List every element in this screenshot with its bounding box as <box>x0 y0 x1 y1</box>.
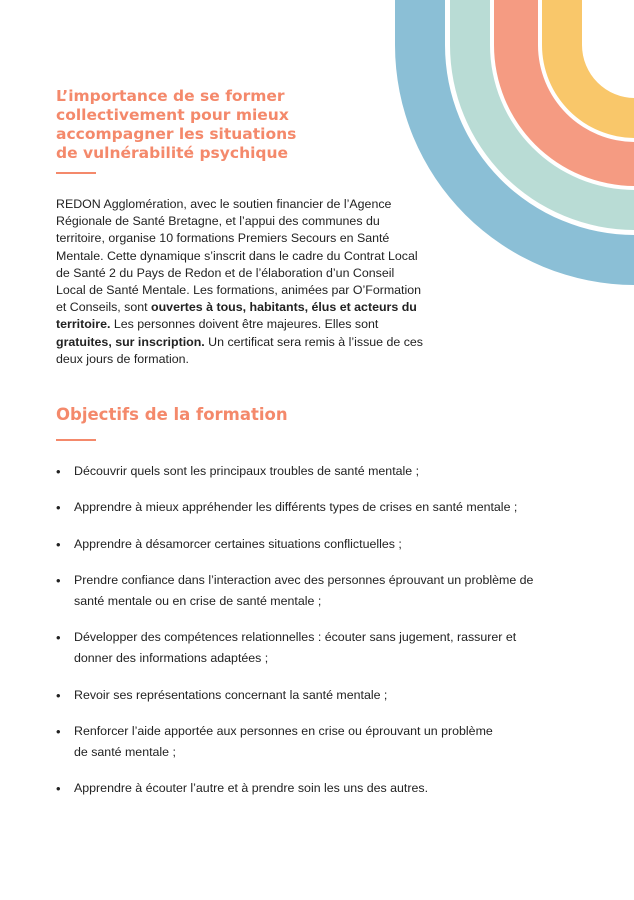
list-item <box>56 685 556 706</box>
list-item-text: Revoir ses représentations concernant la santé mentale ; <box>74 688 388 702</box>
bullet-icon: • <box>56 500 61 515</box>
bullet-icon: • <box>56 537 61 552</box>
list-item <box>56 778 556 799</box>
intro-text: Un certificat sera remis à l’issue de ces deux jours de formation. <box>56 334 424 366</box>
page-title <box>56 87 386 163</box>
intro-text: REDON Agglomération, avec le soutien financier de l’Agence Régionale de Santé Bretagne, et l’appui des communes du territoire, organise 10 formations Premiers Secours en Santé Mentale. Cette dynamique s’inscrit dans le cadre du Contrat Local de Santé 2 du Pays de Redon et de l’élaboration d’un Conseil Local de Santé Mentale. Les formations, animées par O’Formation et Conseils, sont <box>56 197 422 315</box>
intro-bold-text: ouvertes à tous, habitants, élus et acteurs du territoire. <box>56 300 417 332</box>
objectives-heading: Objectifs de la formation <box>56 405 288 424</box>
title-line: L’importance de se former <box>56 87 285 105</box>
list-item-text: Apprendre à désamorcer certaines situations conflictuelles ; <box>74 537 402 551</box>
objectives-underline <box>56 439 96 441</box>
bullet-icon: • <box>56 688 61 703</box>
title-line: de vulnérabilité psychique <box>56 144 289 162</box>
intro-text: Les personnes doivent être majeures. Elles sont <box>110 317 379 332</box>
title-underline <box>56 172 96 174</box>
list-item <box>56 461 556 482</box>
list-item <box>56 721 506 763</box>
list-item <box>56 627 536 669</box>
list-item-text: Prendre confiance dans l’interaction avec des personnes éprouvant un problème de santé mentale ou en crise de santé mentale ; <box>74 573 534 608</box>
rainbow-arcs-decoration <box>395 0 634 290</box>
list-item <box>56 497 556 518</box>
list-item-text: Développer des compétences relationnelles : écouter sans jugement, rassurer et donner des informations adaptées ; <box>74 630 517 665</box>
bullet-icon: • <box>56 464 61 479</box>
intro-paragraph <box>56 196 426 368</box>
list-item-text: Renforcer l’aide apportée aux personnes en crise ou éprouvant un problème de santé mentale ; <box>74 724 493 759</box>
title-line: collectivement pour mieux <box>56 106 289 124</box>
bullet-icon: • <box>56 630 61 645</box>
bullet-icon: • <box>56 573 61 588</box>
bullet-icon: • <box>56 724 61 739</box>
list-item-text: Apprendre à écouter l’autre et à prendre soin les uns des autres. <box>74 781 429 795</box>
intro-bold-text: gratuites, sur inscription. <box>56 334 205 349</box>
list-item-text: Apprendre à mieux appréhender les différents types de crises en santé mentale ; <box>74 500 518 514</box>
list-item <box>56 570 536 612</box>
list-item-text: Découvrir quels sont les principaux troubles de santé mentale ; <box>74 464 420 478</box>
title-line: accompagner les situations <box>56 125 297 143</box>
list-item <box>56 534 556 555</box>
bullet-icon: • <box>56 781 61 796</box>
